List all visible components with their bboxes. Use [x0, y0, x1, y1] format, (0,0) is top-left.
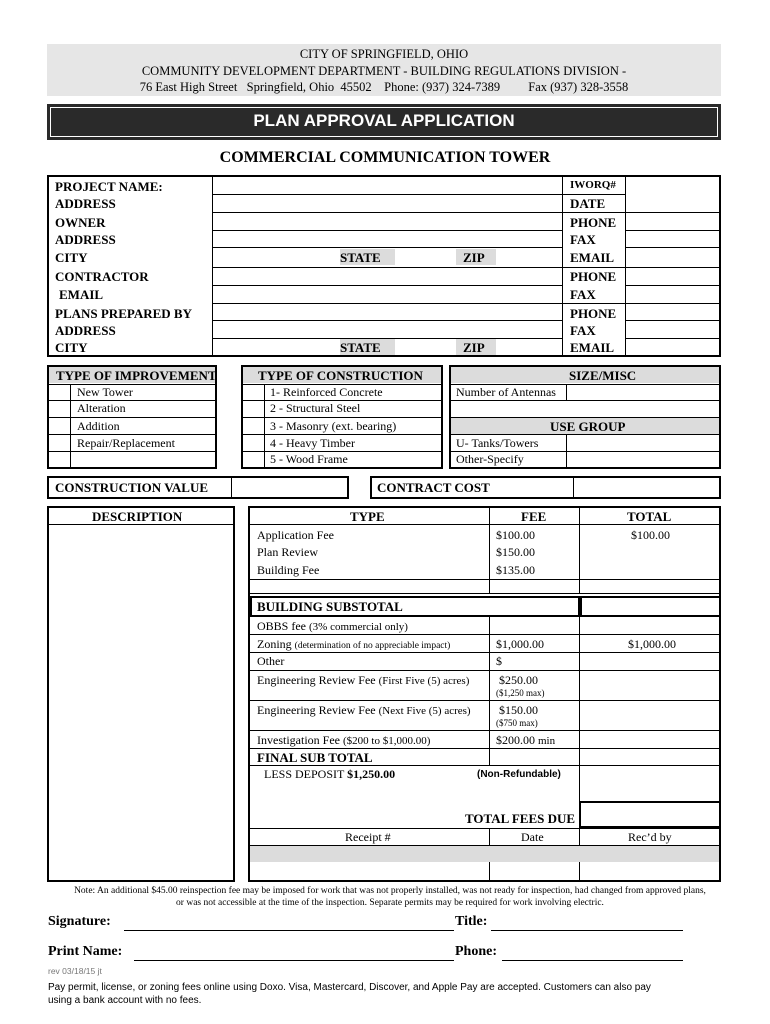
department-header — [47, 44, 721, 96]
application-fee-total: $100.00 — [631, 528, 670, 542]
title-label: Title: — [455, 914, 488, 929]
plans-city-label: CITY — [55, 340, 88, 355]
construction-type-4: 4 - Heavy Timber — [270, 436, 355, 450]
building-fee-amount: $135.00 — [496, 563, 535, 577]
improvement-heading: TYPE OF IMPROVEMENT — [56, 368, 217, 383]
department-contact: 76 East High Street Springfield, Ohio 45502 Phone: (937) 324-7389 Fax (937) 328-3558 — [139, 80, 629, 94]
fee-heading: FEE — [521, 509, 547, 524]
improvement-repair: Repair/Replacement — [77, 436, 175, 450]
improvement-addition: Addition — [77, 419, 120, 433]
zoning-label: Zoning (determination of no appreciable impact) — [257, 637, 451, 651]
phone-label-signature: Phone: — [455, 944, 497, 959]
engineering-fee-2-label: Engineering Review Fee (Next Five (5) acres) — [257, 703, 471, 717]
city-label: CITY — [55, 250, 88, 265]
engineering-fee-2-amount: $150.00 — [499, 703, 538, 717]
use-group-towers: U- Tanks/Towers — [456, 436, 539, 450]
engineering-fee-1-amount: $250.00 — [499, 673, 538, 687]
plans-phone-label: PHONE — [570, 306, 617, 321]
print-name-field[interactable] — [134, 942, 454, 960]
construction-value-label: CONSTRUCTION VALUE — [55, 480, 209, 495]
construction-type-2: 2 - Structural Steel — [270, 401, 361, 415]
total-heading: TOTAL — [627, 509, 672, 524]
plans-email-label: EMAIL — [570, 340, 615, 355]
payment-note: Pay permit, license, or zoning fees online using Doxo. Visa, Mastercard, Discover, and Apple Pay are accepted. Customers can also pay using a bank account with no fees. — [48, 982, 651, 1006]
revision-label: rev 03/18/15 jt — [48, 966, 102, 976]
address-label: ADDRESS — [55, 196, 116, 211]
building-fee-label: Building Fee — [257, 563, 320, 577]
contract-cost-field[interactable] — [576, 478, 718, 497]
construction-checkbox-3[interactable] — [244, 419, 262, 432]
improvement-checkbox-new-tower[interactable] — [50, 386, 68, 399]
contract-cost-label: CONTRACT COST — [377, 480, 490, 495]
improvement-new-tower: New Tower — [77, 385, 133, 399]
receipt-label: Receipt # — [345, 830, 391, 844]
total-fees-due-label: TOTAL FEES DUE — [465, 811, 576, 826]
size-misc-heading: SIZE/MISC — [569, 368, 637, 383]
obbs-fee-label: OBBS fee (3% commercial only) — [257, 619, 408, 633]
construction-value-field[interactable] — [233, 478, 346, 497]
engineering-fee-1-max: ($1,250 max) — [496, 688, 545, 698]
signature-label: Signature: — [48, 914, 111, 929]
description-box — [47, 506, 235, 882]
use-group-heading: USE GROUP — [550, 419, 626, 434]
contractor-fax-label: FAX — [570, 287, 596, 302]
form-subtitle: COMMERCIAL COMMUNICATION TOWER — [219, 149, 551, 166]
plan-review-label: Plan Review — [257, 545, 318, 559]
type-heading: TYPE — [350, 509, 385, 524]
antennas-label: Number of Antennas — [456, 385, 556, 399]
other-fee-label: Other — [257, 654, 285, 668]
contractor-phone-label: PHONE — [570, 269, 617, 284]
phone-label: PHONE — [570, 215, 617, 230]
phone-field[interactable] — [502, 942, 683, 960]
plans-zip-label: ZIP — [463, 340, 485, 355]
date-column-label: Date — [521, 830, 544, 844]
contractor-label: CONTRACTOR — [55, 269, 149, 284]
zoning-amount: $1,000.00 — [496, 637, 544, 651]
owner-label: OWNER — [55, 215, 106, 230]
date-label: DATE — [570, 196, 606, 211]
project-name-label: PROJECT NAME: — [55, 179, 163, 194]
print-name-label: Print Name: — [48, 944, 123, 959]
construction-checkbox-4[interactable] — [244, 436, 262, 449]
plans-fax-label: FAX — [570, 323, 596, 338]
construction-type-1: 1- Reinforced Concrete — [270, 385, 383, 399]
signature-field[interactable] — [124, 912, 454, 930]
final-sub-total-label: FINAL SUB TOTAL — [257, 750, 373, 765]
building-substotal-label: BUILDING SUBSTOTAL — [257, 599, 403, 614]
application-fee-label: Application Fee — [257, 528, 334, 542]
construction-checkbox-1[interactable] — [244, 386, 262, 399]
construction-type-5: 5 - Wood Frame — [270, 452, 348, 466]
zoning-total: $1,000.00 — [628, 637, 676, 651]
contractor-email-label: EMAIL — [59, 287, 104, 302]
plan-review-amount: $150.00 — [496, 545, 535, 559]
construction-type-3: 3 - Masonry (ext. bearing) — [270, 419, 397, 433]
improvement-checkbox-alteration[interactable] — [50, 402, 68, 415]
construction-checkbox-5[interactable] — [244, 453, 262, 466]
fax-label: FAX — [570, 232, 596, 247]
iworq-label: IWORQ# — [570, 179, 616, 191]
construction-heading: TYPE OF CONSTRUCTION — [258, 368, 423, 383]
state-label: STATE — [340, 250, 381, 265]
use-group-other: Other-Specify — [456, 452, 524, 466]
improvement-checkbox-repair[interactable] — [50, 436, 68, 449]
reinspection-note: Note: An additional $45.00 reinspection fee may be imposed for work that was not properly installed, was not ready for inspection, had changed from approved plans, or was not accessible at the time of the inspection. Separate permits may be required for work involving electric. — [74, 886, 706, 908]
department-name: COMMUNITY DEVELOPMENT DEPARTMENT - BUILDING REGULATIONS DIVISION - — [141, 63, 627, 78]
title-field[interactable] — [491, 912, 683, 930]
form-title: PLAN APPROVAL APPLICATION — [253, 111, 515, 130]
description-heading: DESCRIPTION — [92, 509, 183, 524]
plans-address-label: ADDRESS — [55, 323, 116, 338]
investigation-fee-label: Investigation Fee ($200 to $1,000.00) — [257, 733, 431, 747]
zip-label: ZIP — [463, 250, 485, 265]
title-bar — [47, 104, 721, 140]
non-refundable-label: (Non-Refundable) — [477, 769, 561, 780]
other-fee-amount: $ — [496, 654, 502, 668]
application-fee-amount: $100.00 — [496, 528, 535, 542]
investigation-fee-amount: $200.00 min — [496, 733, 556, 747]
city-name: CITY OF SPRINGFIELD, OHIO — [299, 47, 469, 61]
improvement-alteration: Alteration — [77, 401, 126, 415]
recd-by-label: Rec’d by — [628, 830, 672, 844]
improvement-checkbox-addition[interactable] — [50, 419, 68, 432]
construction-checkbox-2[interactable] — [244, 402, 262, 415]
plans-state-label: STATE — [340, 340, 381, 355]
less-deposit-label: LESS DEPOSIT $1,250.00 — [264, 767, 396, 781]
email-label: EMAIL — [570, 250, 615, 265]
engineering-fee-1-label: Engineering Review Fee (First Five (5) acres) — [257, 673, 470, 687]
project-info-section — [47, 175, 721, 357]
engineering-fee-2-max: ($750 max) — [496, 718, 538, 728]
owner-address-label: ADDRESS — [55, 232, 116, 247]
plans-prepared-label: PLANS PREPARED BY — [55, 306, 192, 321]
